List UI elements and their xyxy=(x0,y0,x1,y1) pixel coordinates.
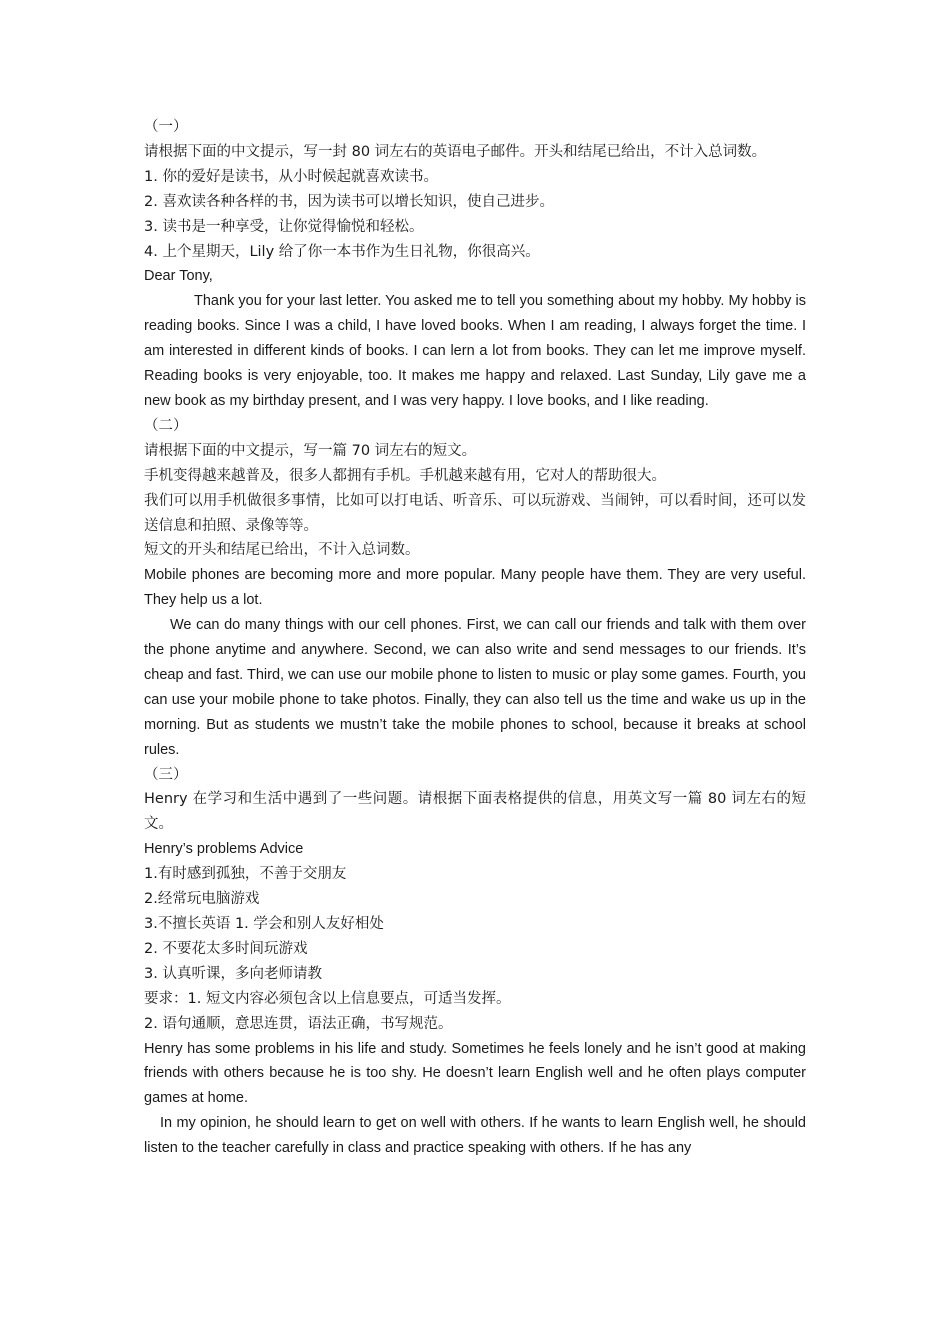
section-2-hint: 手机变得越来越普及，很多人都拥有手机。手机越来越有用，它对人的帮助很大。 xyxy=(144,467,666,484)
problems-advice-line: 1.有时感到孤独，不善于交朋友 xyxy=(144,866,347,883)
letter-body: Thank you for your last letter. You asked me to tell you something about my hobby. My hobby is reading books. Since I was a child, I have loved books. When I am reading, I always forget the time. I am interested in different kinds of books. I can lern a lot from books. They can let me improve myself. Reading books is very enjoyable, too. It makes me happy and relaxed. Last Sunday, Lily gave me a new book as my birthday present, and I was very happy. I love books, and I like reading. xyxy=(144,293,806,409)
section-2-hint: 短文的开头和结尾已给出，不计入总词数。 xyxy=(144,542,420,559)
problems-advice-line: 2. 不要花太多时间玩游戏 xyxy=(144,940,308,957)
requirement-1: 要求：1. 短文内容必须包含以上信息要点，可适当发挥。 xyxy=(144,990,511,1007)
essay-2-body: We can do many things with our cell phones. First, we can call our friends and talk with them over the phone anytime and anywhere. Second, we can also write and send messages to our friends. It’s cheap and fast. Third, we can use our mobile phone to listen to music or play some games. Fourth, you can use your mobile phone to take photos. Finally, they can also tell us the time and wake us up in the morning. But as students we mustn’t take the mobile phones to school, because it breaks at school rules. xyxy=(144,617,806,758)
document-content xyxy=(144,115,806,1161)
section-2-prompt: 请根据下面的中文提示，写一篇 70 词左右的短文。 xyxy=(144,442,477,459)
section-3-prompt: Henry 在学习和生活中遇到了一些问题。请根据下面表格提供的信息，用英文写一篇 80 词左右的短文。 xyxy=(144,791,806,833)
section-1-heading: （一） xyxy=(144,119,188,135)
section-2-hint: 我们可以用手机做很多事情，比如可以打电话、听音乐、可以玩游戏、当闹钟，可以看时间，还可以发送信息和拍照、录像等等。 xyxy=(144,492,806,534)
problems-advice-line: 2.经常玩电脑游戏 xyxy=(144,891,260,908)
section-2-heading: （二） xyxy=(144,417,188,434)
essay-3-para-2: In my opinion, he should learn to get on well with others. If he wants to learn English well, he should listen to the teacher carefully in class and practice speaking with others. If he has any xyxy=(144,1115,806,1157)
section-1-point: 2. 喜欢读各种各样的书，因为读书可以增长知识，使自己进步。 xyxy=(144,193,554,210)
section-1-point: 1. 你的爱好是读书，从小时候起就喜欢读书。 xyxy=(144,168,438,185)
letter-greeting: Dear Tony, xyxy=(144,268,213,285)
section-1-prompt: 请根据下面的中文提示，写一封 80 词左右的英语电子邮件。开头和结尾已给出，不计入总词数。 xyxy=(144,143,767,160)
problems-advice-header: Henry’s problems Advice xyxy=(144,841,304,858)
essay-2-intro: Mobile phones are becoming more and more popular. Many people have them. They are very useful. They help us a lot. xyxy=(144,567,806,609)
essay-3-para-1: Henry has some problems in his life and study. Sometimes he feels lonely and he isn’t good at making friends with others because he is too shy. He doesn’t learn English well and he often plays computer games at home. xyxy=(144,1040,806,1107)
problems-advice-line: 3.不擅长英语 1. 学会和别人友好相处 xyxy=(144,916,384,932)
problems-advice-line: 3. 认真听课，多向老师请教 xyxy=(144,965,322,982)
section-1-point: 4. 上个星期天，Lily 给了你一本书作为生日礼物，你很高兴。 xyxy=(144,243,540,260)
section-1-point: 3. 读书是一种享受，让你觉得愉悦和轻松。 xyxy=(144,218,424,235)
section-3-heading: （三） xyxy=(144,766,188,783)
requirement-2: 2. 语句通顺，意思连贯，语法正确，书写规范。 xyxy=(144,1015,453,1032)
